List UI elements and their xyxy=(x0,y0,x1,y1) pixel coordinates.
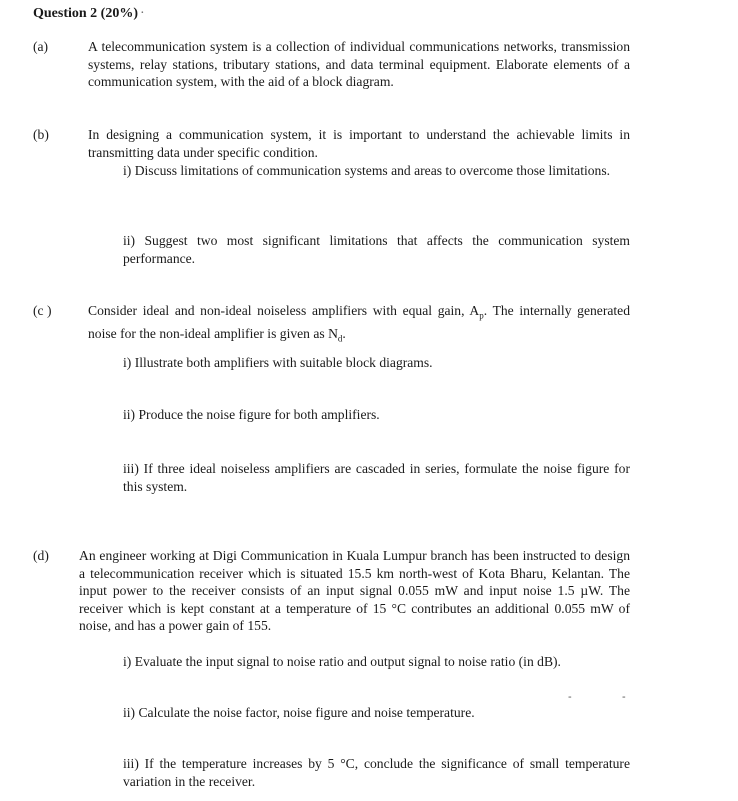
part-b-label: (b) xyxy=(33,127,49,142)
part-c-text-middle: . The internally generated noise for the non-ideal amplifier is given as N xyxy=(88,303,630,342)
question-title-text: Question 2 (20%) xyxy=(33,6,138,21)
part-c-label: (c ) xyxy=(33,303,52,318)
part-c-sub-iii: iii) If three ideal noiseless amplifiers are cascaded in series, formulate the noise figure for this system. xyxy=(123,461,630,494)
title-dot: · xyxy=(140,6,145,21)
part-c-sub-ii: ii) Produce the noise figure for both amplifiers. xyxy=(123,407,380,422)
part-c-sub-i: i) Illustrate both amplifiers with suitable block diagrams. xyxy=(123,355,433,370)
part-a-text: A telecommunication system is a collection of individual communications networks, transmission systems, relay stations, tributary stations, and data terminal equipment. Elaborate elements of a communication system, with the aid of a block diagram. xyxy=(88,39,630,89)
part-c-text xyxy=(88,302,630,348)
stray-mark: - xyxy=(622,691,626,703)
part-a-label: (a) xyxy=(33,39,49,54)
part-b-sub-ii: ii) Suggest two most significant limitations that affects the communication system performance. xyxy=(123,233,630,266)
part-c-text-before: Consider ideal and non-ideal noiseless amplifiers with equal gain, A xyxy=(88,303,480,318)
noise-subscript: d xyxy=(337,333,343,344)
part-b-text: In designing a communication system, it is important to understand the achievable limits in transmitting data under specific condition. xyxy=(88,127,630,160)
part-c-text-after: . xyxy=(342,326,346,342)
part-d-sub-i: i) Evaluate the input signal to noise ratio and output signal to noise ratio (in dB). xyxy=(123,654,561,669)
question-title xyxy=(33,5,145,23)
part-b-sub-i: i) Discuss limitations of communication systems and areas to overcome those limitations. xyxy=(123,163,611,178)
part-d-text: An engineer working at Digi Communication in Kuala Lumpur branch has been instructed to design a telecommunication receiver which is situated 15.5 km north-west of Kota Bharu, Kelantan. The input power to the receiver consists of an input signal 0.055 mW and input noise 1.5 µW. The receiver which is kept constant at a temperature of 15 °C contributes an additional 0.055 mW of noise, and has a power gain of 155. xyxy=(79,548,630,633)
stray-mark: - xyxy=(568,691,572,703)
part-d-sub-ii: ii) Calculate the noise factor, noise figure and noise temperature. xyxy=(123,705,475,720)
part-d-sub-iii: iii) If the temperature increases by 5 °C, conclude the significance of small temperature variation in the receiver. xyxy=(123,756,630,789)
part-d-label: (d) xyxy=(33,548,49,563)
gain-subscript: p xyxy=(479,310,484,321)
